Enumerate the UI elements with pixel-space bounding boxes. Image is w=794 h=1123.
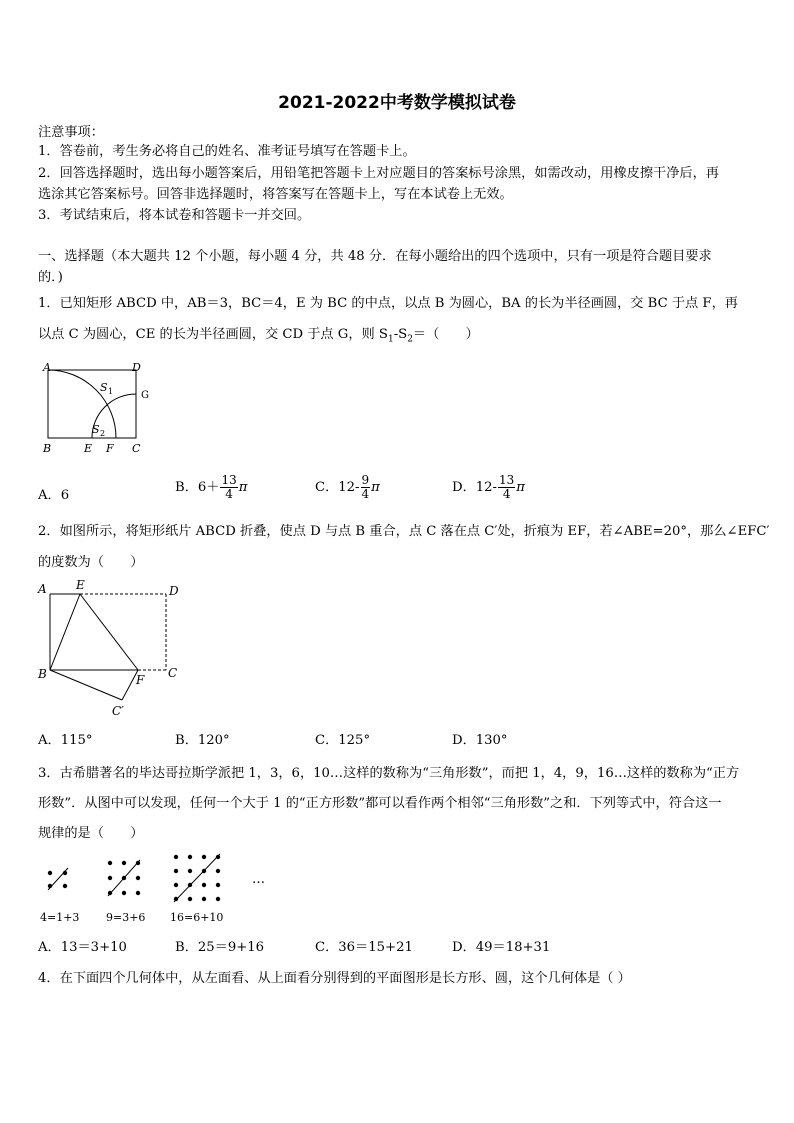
q3-option-c: C．36＝15+21: [315, 940, 413, 955]
edge-bc-prime: [50, 670, 122, 700]
label-b: B: [43, 442, 52, 455]
q2-option-a: A．115°: [38, 733, 93, 748]
notice-item-1: 1．答卷前，考生务必将自己的姓名、准考证号填写在答题卡上。: [38, 144, 416, 159]
q3-dot-figures: [36, 850, 276, 928]
label-f: F: [106, 442, 114, 455]
q2-line1: 2．如图所示，将矩形纸片 ABCD 折叠，使点 D 与点 B 重合，点 C 落在点 C′处，折痕为 EF，若∠ABE=20°，那么∠EFC′: [38, 524, 770, 539]
q2-option-b: B．120°: [175, 733, 230, 748]
label-s2: S: [92, 423, 100, 436]
label-c: C: [168, 666, 178, 680]
q2-option-d: D．130°: [452, 733, 508, 748]
label-a: A: [38, 582, 47, 596]
q4-line1: 4．在下面四个几何体中，从左面看、从上面看分别得到的平面图形是长方形、圆，这个几何体是（ ）: [38, 971, 631, 986]
q3-option-d: D．49＝18+31: [452, 940, 551, 955]
label-s1: S: [100, 381, 108, 394]
q2-option-c: C．125°: [315, 733, 371, 748]
notice-item-3: 3．考试结束后，将本试卷和答题卡一并交回。: [38, 208, 311, 223]
square-number-16: [174, 854, 220, 902]
q1-option-b: B．6＋ $\frac{13}{4}$ π: [175, 473, 248, 501]
label-g: G: [141, 390, 149, 401]
section-heading: 一、选择题（本大题共 12 个小题，每小题 4 分，共 48 分．在每小题给出的四个选项中，只有一项是符合题目要求: [38, 249, 712, 264]
crease-ef: [80, 594, 138, 670]
label-e: E: [84, 442, 93, 455]
q1-line2: 以点 C 为圆心，CE 的长为半径画圆，交 CD 于点 G，则 $S_1-S_2=$（ ）: [38, 327, 479, 345]
q1-option-c: C．12- $\frac{9}{4}$ π: [315, 473, 380, 501]
ellipsis: …: [252, 872, 265, 887]
caption-4: 4=1+3: [40, 911, 80, 924]
q1-figure: [38, 360, 158, 458]
label-s1-sub: 1: [108, 387, 114, 396]
label-f: F: [136, 673, 145, 687]
page-title: 2021-2022中考数学模拟试卷: [278, 93, 516, 113]
notice-item-2: 2．回答选择题时，选出每小题答案后，用铅笔把答题卡上对应题目的答案标号涂黑，如需改动，用橡皮擦干净后，再: [38, 166, 719, 181]
q3-line3: 规律的是（ ）: [38, 826, 144, 841]
q3-line1: 3．古希腊著名的毕达哥拉斯学派把 1，3，6，10…这样的数称为“三角形数”，而把 1，4，9，16…这样的数称为“正方: [38, 766, 740, 781]
label-c: C: [132, 442, 141, 455]
q1-option-a: A．6: [38, 488, 70, 503]
label-e: E: [76, 578, 85, 592]
notice-item-2-cont: 选涂其它答案标号。回答非选择题时，将答案写在答题卡上，写在本试卷上无效。: [38, 187, 513, 202]
square-number-9: [108, 860, 140, 896]
q3-option-a: A．13＝3+10: [38, 940, 127, 955]
q1-option-d: D．12- $\frac{13}{4}$ π: [452, 473, 525, 501]
q2-line2: 的度数为（ ）: [38, 555, 144, 570]
label-c-prime: C′: [112, 704, 124, 718]
label-d: D: [132, 361, 141, 374]
q1-line1: 1．已知矩形 ABCD 中，AB＝3，BC＝4，E 为 BC 的中点，以点 B 为圆心，BA 的长为半径画圆，交 BC 于点 F，再: [38, 296, 738, 311]
label-d: D: [169, 584, 179, 598]
section-heading-cont: 的．): [38, 270, 63, 285]
square-number-4: [48, 868, 68, 890]
notice-heading: 注意事项：: [38, 125, 104, 140]
q2-figure: [34, 578, 194, 720]
caption-16: 16=6+10: [170, 911, 224, 924]
edge-be: [50, 594, 80, 670]
q3-line2: 形数”．从图中可以发现，任何一个大于 1 的“正方形数”都可以看作两个相邻“三角形数”之和．下列等式中，符合这一: [38, 796, 722, 811]
label-b: B: [38, 667, 47, 681]
label-a: A: [43, 361, 51, 374]
caption-9: 9=3+6: [106, 911, 146, 924]
q3-option-b: B．25＝9+16: [175, 940, 265, 955]
label-s2-sub: 2: [100, 429, 106, 438]
